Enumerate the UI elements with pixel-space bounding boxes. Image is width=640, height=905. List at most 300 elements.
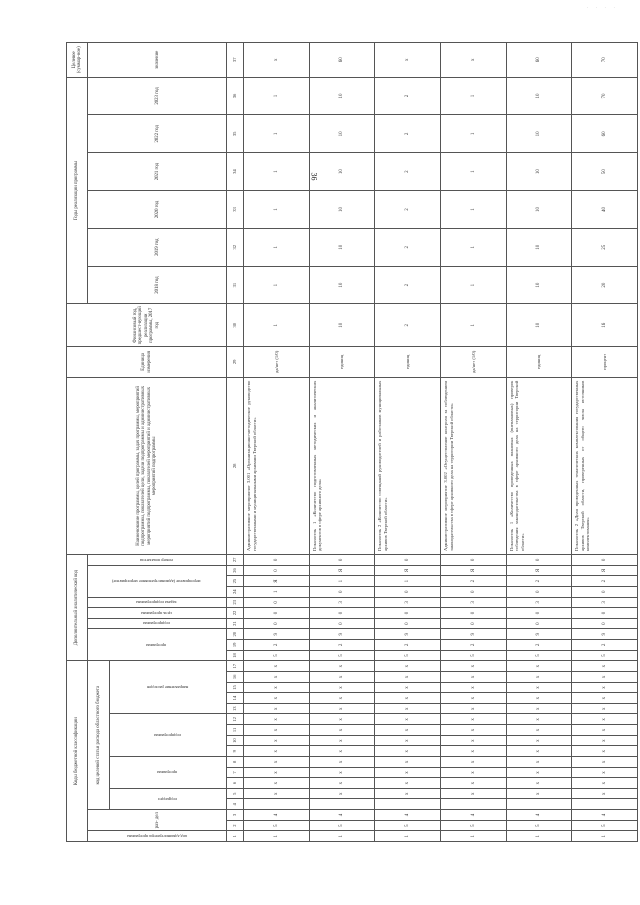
code-cell: 1	[572, 831, 638, 842]
target-value: x	[243, 43, 309, 78]
target-group-header: Целевое (суммар-ное)	[67, 43, 88, 78]
column-index-28: 28	[227, 377, 244, 554]
year-value: 2	[375, 153, 441, 191]
code-cell	[375, 799, 441, 810]
column-index-13: 13	[227, 703, 244, 714]
code-cell: x	[506, 746, 572, 757]
code-cell: x	[243, 714, 309, 725]
column-index-10: 10	[227, 735, 244, 746]
unit-cell: процент	[572, 347, 638, 378]
expense-direction-header	[109, 661, 226, 714]
year-value: 20	[572, 266, 638, 304]
code-cell: x	[572, 714, 638, 725]
code-cell: x	[243, 767, 309, 778]
year-value: 10	[309, 191, 375, 229]
column-index-12: 12	[227, 714, 244, 725]
a-goal-header-text: цель программы	[141, 610, 172, 616]
code-cell: x	[375, 725, 441, 736]
unit-column-header: Единица измерения	[67, 347, 227, 378]
code-cell: 1	[309, 576, 375, 587]
code-cell: x	[309, 693, 375, 704]
column-index-30: 30	[227, 304, 244, 347]
year-value: 10	[506, 77, 572, 115]
code-cell: x	[243, 682, 309, 693]
code-cell: 0	[440, 608, 506, 619]
code-cell: x	[572, 757, 638, 768]
code-cell: x	[440, 714, 506, 725]
column-index-1: 1	[227, 831, 244, 842]
code-cell: x	[309, 714, 375, 725]
code-cell: x	[375, 672, 441, 683]
column-index-31: 31	[227, 266, 244, 304]
column-index-5: 5	[227, 788, 244, 799]
code-cell: 5	[243, 650, 309, 661]
code-cell: 2	[440, 640, 506, 651]
base-year-value: 1	[243, 304, 309, 347]
code-cell: 4	[309, 810, 375, 821]
column-index-27: 27	[227, 554, 244, 565]
year-value: 10	[506, 228, 572, 266]
code-cell: 2	[506, 576, 572, 587]
a-program-header-text: программа	[146, 642, 167, 648]
year-value: 1	[243, 153, 309, 191]
a-subprogram-header-text: подпрограмма	[143, 621, 170, 627]
code-cell: 0	[309, 618, 375, 629]
code-cell: x	[375, 682, 441, 693]
code-cell: x	[309, 682, 375, 693]
code-cell: 1	[243, 586, 309, 597]
code-cell: Я	[506, 565, 572, 576]
column-index-row	[227, 43, 244, 842]
column-index-35: 35	[227, 115, 244, 153]
row-name-cell: Показатель 2 «Количество совещаний руководителей и работников муниципальных архивов Тверской области»	[375, 377, 441, 554]
code-cell: 0	[243, 554, 309, 565]
code-cell: 0	[375, 586, 441, 597]
column-index-4: 4	[227, 799, 244, 810]
code-cell: x	[506, 672, 572, 683]
column-index-14: 14	[227, 693, 244, 704]
year-value: 1	[440, 153, 506, 191]
target-value: x	[440, 43, 506, 78]
year-header-3: 2020 год	[88, 191, 227, 229]
budget-codes-header: Коды бюджетной классификации	[67, 661, 88, 842]
year-value: 1	[440, 266, 506, 304]
column-index-9: 9	[227, 746, 244, 757]
code-cell: 0	[243, 597, 309, 608]
code-cell: x	[440, 735, 506, 746]
row-name-cell: Показатель 1 «Количество проведенных плановых (внеплановых) проверок соблюдения законодательства в сфере архивного дела на территории Тверской области»	[506, 377, 572, 554]
code-cell	[243, 799, 309, 810]
year-value: 10	[506, 191, 572, 229]
code-cell: x	[572, 735, 638, 746]
code-cell: x	[243, 757, 309, 768]
code-cell: 0	[572, 586, 638, 597]
year-value: 40	[572, 191, 638, 229]
year-header-2: 2019 год	[88, 228, 227, 266]
code-cell: 2	[506, 640, 572, 651]
unit-cell: единиц	[375, 347, 441, 378]
code-cell: x	[440, 778, 506, 789]
target-value: 60	[309, 43, 375, 78]
column-index-6: 6	[227, 778, 244, 789]
a-goal-header	[88, 608, 227, 619]
code-cell: 9	[375, 629, 441, 640]
code-cell: Я	[243, 576, 309, 587]
code-cell: x	[440, 725, 506, 736]
year-value: 70	[572, 77, 638, 115]
code-cell: 9	[506, 629, 572, 640]
code-cell: 3	[506, 597, 572, 608]
code-cell: x	[572, 661, 638, 672]
target-value: x	[375, 43, 441, 78]
code-cell: 2	[440, 576, 506, 587]
column-index-3: 3	[227, 810, 244, 821]
code-cell: x	[375, 746, 441, 757]
target-value: 70	[572, 43, 638, 78]
code-cell: 0	[309, 554, 375, 565]
code-cell: 2	[243, 640, 309, 651]
code-cell: x	[440, 703, 506, 714]
code-cell: x	[572, 725, 638, 736]
year-value: 1	[440, 77, 506, 115]
code-cell: x	[243, 703, 309, 714]
program-header	[109, 757, 226, 789]
base-year-value: 16	[572, 304, 638, 347]
budget-program-table	[66, 42, 638, 842]
code-cell: x	[243, 672, 309, 683]
code-cell: x	[309, 746, 375, 757]
code-cell: x	[440, 682, 506, 693]
admin-code-header-text: код администратора программы	[126, 833, 187, 839]
column-index-7: 7	[227, 767, 244, 778]
code-cell: 4	[375, 810, 441, 821]
year-value: 2	[375, 228, 441, 266]
code-cell: x	[309, 725, 375, 736]
code-cell: x	[506, 778, 572, 789]
column-index-2: 2	[227, 820, 244, 831]
code-cell: x	[375, 661, 441, 672]
code-cell: 4	[440, 810, 506, 821]
unit-cell: единиц	[309, 347, 375, 378]
column-index-29: 29	[227, 347, 244, 378]
razdel-header: раз- дел	[88, 810, 227, 831]
year-value: 1	[243, 191, 309, 229]
code-cell: x	[375, 767, 441, 778]
code-cell: x	[375, 757, 441, 768]
code-cell	[506, 799, 572, 810]
unit-cell: да/нет (1/0)	[440, 347, 506, 378]
code-cell: 0	[572, 618, 638, 629]
code-cell: x	[243, 735, 309, 746]
unit-cell: да/нет (1/0)	[243, 347, 309, 378]
unit-cell: единиц	[506, 347, 572, 378]
column-index-34: 34	[227, 153, 244, 191]
code-cell: 0	[243, 608, 309, 619]
code-cell: 4	[243, 810, 309, 821]
code-cell: 0	[309, 608, 375, 619]
code-cell: x	[440, 693, 506, 704]
column-index-26: 26	[227, 565, 244, 576]
code-cell: 9	[572, 629, 638, 640]
code-cell: 5	[243, 820, 309, 831]
subprogram-header-text: подпрограмма	[153, 732, 181, 738]
code-cell: 2	[572, 640, 638, 651]
code-cell: 3	[440, 597, 506, 608]
code-cell: 0	[243, 565, 309, 576]
code-cell: x	[309, 735, 375, 746]
code-cell: 5	[309, 820, 375, 831]
code-cell: 5	[506, 650, 572, 661]
code-cell: x	[506, 735, 572, 746]
a-activity-header-text: мероприятие (административное мероприятие)	[112, 578, 201, 584]
code-cell: x	[572, 693, 638, 704]
podrazdel-header-text: подраздел	[157, 796, 177, 802]
a-indicator-header	[88, 554, 227, 565]
years-group-header: Годы реализации программы	[67, 77, 88, 304]
year-value: 25	[572, 228, 638, 266]
code-cell: 0	[572, 608, 638, 619]
year-value: 60	[572, 115, 638, 153]
analytic-codes-header: Дополнительный аналитический код	[67, 554, 88, 660]
year-header-5: 2022 год	[88, 115, 227, 153]
a-subprogram-header	[88, 618, 227, 629]
code-cell: x	[506, 661, 572, 672]
code-cell: x	[309, 757, 375, 768]
code-cell: x	[243, 788, 309, 799]
code-cell: 4	[572, 810, 638, 821]
code-cell: x	[375, 788, 441, 799]
page-number: 36	[309, 172, 319, 181]
code-cell: x	[506, 682, 572, 693]
base-year-header: Финансовый год, предшест-вующий реализации программы, 2017 год	[67, 304, 227, 347]
code-cell: x	[440, 661, 506, 672]
code-cell: 0	[506, 608, 572, 619]
column-index-8: 8	[227, 757, 244, 768]
code-cell	[572, 799, 638, 810]
column-index-32: 32	[227, 228, 244, 266]
code-cell: x	[309, 788, 375, 799]
column-index-37: 37	[227, 43, 244, 78]
code-cell: 1	[440, 831, 506, 842]
table-row	[375, 43, 441, 842]
year-header-4: 2021 год	[88, 153, 227, 191]
code-cell: 5	[375, 650, 441, 661]
code-cell: x	[572, 767, 638, 778]
a-indicator-header-text: номер показателя	[140, 557, 173, 563]
code-cell: x	[309, 672, 375, 683]
year-value: 1	[243, 115, 309, 153]
column-index-21: 21	[227, 618, 244, 629]
code-cell: x	[572, 778, 638, 789]
code-cell: 0	[243, 618, 309, 629]
column-index-11: 11	[227, 725, 244, 736]
code-cell: x	[375, 693, 441, 704]
code-cell: x	[243, 693, 309, 704]
column-index-15: 15	[227, 682, 244, 693]
code-cell: x	[243, 725, 309, 736]
year-header-6: 2023 год	[88, 77, 227, 115]
code-cell: Я	[572, 565, 638, 576]
code-cell: 2	[572, 576, 638, 587]
code-cell: x	[375, 735, 441, 746]
year-value: 2	[375, 115, 441, 153]
code-cell: 5	[375, 820, 441, 831]
a-program-header	[88, 629, 227, 661]
row-name-cell: Административное мероприятие 3.001 «Организационно-методическое руководство государственными и муниципальными архивами Тверской области»	[243, 377, 309, 554]
code-cell: x	[440, 788, 506, 799]
code-cell: x	[572, 703, 638, 714]
year-value: 10	[309, 77, 375, 115]
column-index-24: 24	[227, 586, 244, 597]
code-cell: x	[243, 661, 309, 672]
code-cell: 5	[506, 820, 572, 831]
a-activity-header	[88, 565, 227, 597]
table-row	[572, 43, 638, 842]
code-cell: 5	[572, 650, 638, 661]
code-cell: 0	[506, 618, 572, 629]
code-cell: x	[243, 778, 309, 789]
target-value: 60	[506, 43, 572, 78]
rotated-table-sheet	[66, 42, 638, 842]
code-cell: x	[506, 788, 572, 799]
column-index-18: 18	[227, 650, 244, 661]
code-cell: 3	[572, 597, 638, 608]
column-index-16: 16	[227, 672, 244, 683]
column-index-25: 25	[227, 576, 244, 587]
code-cell: 3	[309, 597, 375, 608]
column-index-17: 17	[227, 661, 244, 672]
table-row	[506, 43, 572, 842]
code-cell: x	[506, 714, 572, 725]
year-header-1: 2018 год	[88, 266, 227, 304]
code-cell: 9	[309, 629, 375, 640]
year-value: 1	[243, 228, 309, 266]
code-cell: 0	[506, 586, 572, 597]
year-value: 1	[440, 228, 506, 266]
code-cell: x	[440, 767, 506, 778]
code-cell: 0	[440, 586, 506, 597]
code-cell: 5	[440, 650, 506, 661]
code-cell: x	[309, 661, 375, 672]
code-cell: x	[506, 757, 572, 768]
table-row	[440, 43, 506, 842]
scan-artifact: · · · ·	[586, 6, 618, 11]
code-cell: Я	[440, 565, 506, 576]
code-cell: x	[572, 788, 638, 799]
code-cell: 5	[309, 650, 375, 661]
program-header-text: программа	[157, 770, 178, 776]
code-cell: x	[572, 746, 638, 757]
base-year-value: 10	[309, 304, 375, 347]
year-value: 2	[375, 77, 441, 115]
code-cell: x	[375, 703, 441, 714]
target-value-header: значение	[88, 43, 227, 78]
code-cell: x	[375, 714, 441, 725]
code-cell: 2	[309, 640, 375, 651]
podrazdel-header	[109, 788, 226, 809]
code-cell: 0	[375, 554, 441, 565]
a-task-header	[88, 597, 227, 608]
code-cell: x	[506, 703, 572, 714]
code-cell: x	[440, 746, 506, 757]
code-cell: 0	[572, 554, 638, 565]
code-cell: 9	[440, 629, 506, 640]
column-index-20: 20	[227, 629, 244, 640]
code-cell: 1	[506, 831, 572, 842]
year-value: 2	[375, 266, 441, 304]
code-cell: x	[440, 672, 506, 683]
subprogram-header	[109, 714, 226, 757]
row-name-cell: Административное мероприятие 3.002 «Осуществление контроля за соблюдением законодательства в сфере архивного дела на территории Тверской области»	[440, 377, 506, 554]
code-cell: 2	[375, 640, 441, 651]
base-year-value: 10	[506, 304, 572, 347]
code-cell: 0	[506, 554, 572, 565]
year-value: 10	[309, 115, 375, 153]
program-table	[66, 42, 638, 842]
code-cell: 1	[375, 576, 441, 587]
year-value: 10	[506, 115, 572, 153]
year-value: 10	[309, 153, 375, 191]
year-value: 1	[440, 191, 506, 229]
name-column-header: Наименование программы, целей программы, задач программы, мероприятий подпрограммы, показателей цели, задачи подпрограммы и административных мероприятий подпрограммы, показателей мероприятий и административных мероприятий подпрограммы	[67, 377, 227, 554]
code-cell	[309, 799, 375, 810]
year-value: 1	[243, 77, 309, 115]
column-index-33: 33	[227, 191, 244, 229]
admin-code-header	[88, 831, 227, 842]
code-cell: 9	[243, 629, 309, 640]
code-cell: 0	[440, 618, 506, 629]
code-cell: x	[375, 778, 441, 789]
code-cell: Я	[375, 565, 441, 576]
code-cell: x	[440, 757, 506, 768]
year-value: 10	[309, 228, 375, 266]
base-year-value: 2	[375, 304, 441, 347]
code-cell: 0	[309, 586, 375, 597]
code-cell: x	[309, 703, 375, 714]
code-cell: x	[309, 767, 375, 778]
column-index-22: 22	[227, 608, 244, 619]
code-cell: 1	[309, 831, 375, 842]
code-cell: 0	[375, 618, 441, 629]
code-cell: x	[572, 672, 638, 683]
code-cell: 3	[375, 597, 441, 608]
table-row	[309, 43, 375, 842]
row-name-cell: Показатель 2 «Доля проведенных тематических комплектования государственных архивов Тверской области, проверенных от общего числа источников комплектования»	[572, 377, 638, 554]
code-cell: 4	[506, 810, 572, 821]
code-cell: Я	[309, 565, 375, 576]
expense-direction-header-text: направление расходов	[146, 685, 188, 691]
column-index-19: 19	[227, 640, 244, 651]
year-value: 50	[572, 153, 638, 191]
code-cell: x	[506, 725, 572, 736]
code-cell: x	[506, 767, 572, 778]
year-value: 1	[440, 115, 506, 153]
code-cell: 5	[440, 820, 506, 831]
code-cell: 0	[440, 554, 506, 565]
column-index-36: 36	[227, 77, 244, 115]
column-index-23: 23	[227, 597, 244, 608]
year-value: 1	[243, 266, 309, 304]
a-task-header-text: задача подпрограммы	[136, 600, 177, 606]
code-cell: x	[572, 682, 638, 693]
code-cell: 1	[375, 831, 441, 842]
expense-codes-header: код целевой статьи расхода областного бюджета	[88, 661, 110, 810]
row-name-cell: Показатель 1 «Количество подготовленных методических и аналитических документов в сфере архивного дела»	[309, 377, 375, 554]
year-value: 10	[506, 266, 572, 304]
code-cell: x	[309, 778, 375, 789]
code-cell: 1	[243, 831, 309, 842]
code-cell: 0	[375, 608, 441, 619]
